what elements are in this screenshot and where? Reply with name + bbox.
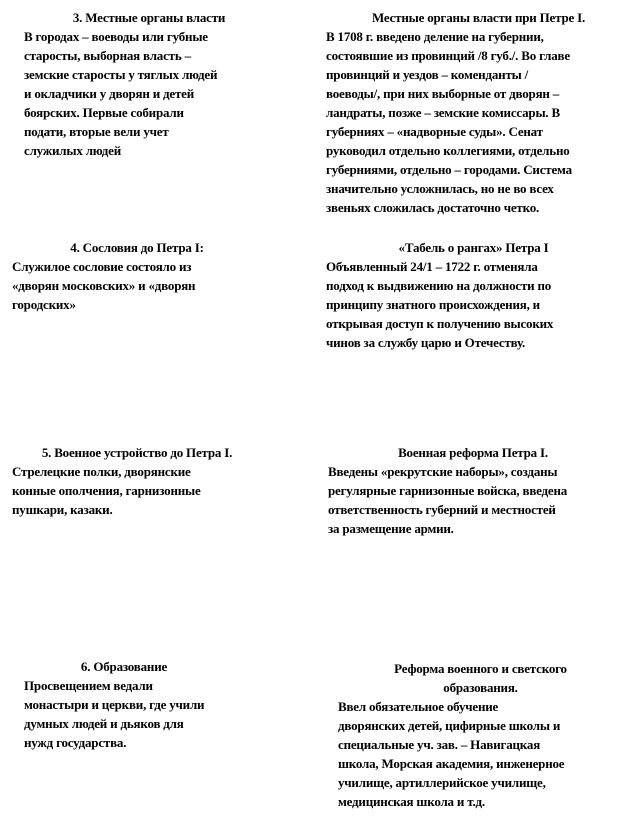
cell-line: В городах – воеводы или губные [24, 29, 208, 44]
cell-line: значительно усложнилась, но не во всех [326, 181, 554, 196]
cell-line: думных людей и дьяков для [24, 716, 184, 731]
cell-line: Введены «рекрутские наборы», созданы [328, 464, 558, 479]
cell-line: состоявшие из провинций /8 губ./. Во главе [326, 48, 570, 63]
cell-line: открывая доступ к получению высоких [326, 316, 554, 331]
cell-line: нужд государства. [24, 735, 127, 750]
cell-line: провинций и уездов – коменданты / [326, 67, 529, 82]
cell-line: специальные уч. зав. – Навигацкая [338, 737, 541, 752]
cell-line: воеводы/, при них выборные от дворян – [326, 86, 560, 101]
cell-line: монастыри и церкви, где учили [24, 697, 205, 712]
cell-local-authorities-peter [326, 8, 631, 217]
cell-military-before [12, 443, 262, 519]
cell-line: ответственность губерний и местностей [328, 502, 556, 517]
cell-line: чинов за службу царю и Отечеству. [326, 335, 526, 350]
cell-line: подати, вторые вели учет [24, 124, 169, 139]
cell-line: школа, Морская академия, инженерное [338, 756, 565, 771]
cell-line: Ввел обязательное обучение [338, 699, 499, 714]
cell-title: 6. Образование [80, 659, 168, 674]
cell-line: регулярные гарнизонные войска, введена [328, 483, 568, 498]
cell-title: «Табель о рангах» Петра I [398, 240, 549, 255]
cell-line: Служилое сословие состояло из [12, 259, 192, 274]
cell-line: и окладчики у дворян и детей [24, 86, 195, 101]
cell-title: 5. Военное устройство до Петра I. [41, 445, 233, 460]
cell-education-before [24, 657, 224, 752]
cell-line: за размещение армии. [328, 521, 454, 536]
cell-line: Объявленный 24/1 – 1722 г. отменяла [326, 259, 538, 274]
cell-line: принципу знатного происхождения, и [326, 297, 540, 312]
cell-line: боярских. Первые собирали [24, 105, 184, 120]
cell-title: Военная реформа Петра I. [398, 445, 548, 460]
cell-line: училище, артиллерийское училище, [338, 775, 546, 790]
cell-line: «дворян московских» и «дворян [12, 278, 196, 293]
cell-line: земские старосты у тяглых людей [24, 67, 218, 82]
cell-title: Местные органы власти при Петре I. [371, 10, 586, 25]
cell-education-reform [338, 659, 623, 811]
cell-line: Просвещением ведали [24, 678, 153, 693]
cell-table-of-ranks [326, 238, 621, 352]
cell-line: медицинская школа и т.д. [338, 794, 485, 809]
cell-line: ландраты, позже – земские комиссары. В [326, 105, 560, 120]
cell-military-reform [328, 443, 618, 538]
cell-line: руководил отдельно коллегиями, отдельно [326, 143, 570, 158]
cell-line: пушкари, казаки. [12, 502, 113, 517]
cell-line: В 1708 г. введено деление на губернии, [326, 29, 544, 44]
cell-title: Реформа военного и светского образования. [394, 661, 567, 695]
cell-local-authorities-before [24, 8, 274, 158]
cell-title: 3. Местные органы власти [72, 10, 226, 25]
cell-estates-before [12, 238, 262, 314]
cell-line: звеньях сложилась достаточно четко. [326, 200, 540, 215]
cell-line: конные ополчения, гарнизонные [12, 483, 201, 498]
cell-line: старосты, выборная власть – [24, 48, 191, 63]
cell-line: подход к выдвижению на должности по [326, 278, 552, 293]
cell-line: городских» [12, 297, 76, 312]
cell-line: дворянских детей, цифирные школы и [338, 718, 561, 733]
cell-line: губерниями, отдельно – городами. Система [326, 162, 572, 177]
cell-line: губерниях – «надворные суды». Сенат [326, 124, 543, 139]
cell-line: Стрелецкие полки, дворянские [12, 464, 191, 479]
cell-line: служилых людей [24, 143, 122, 158]
cell-title: 4. Сословия до Петра I: [70, 240, 204, 255]
